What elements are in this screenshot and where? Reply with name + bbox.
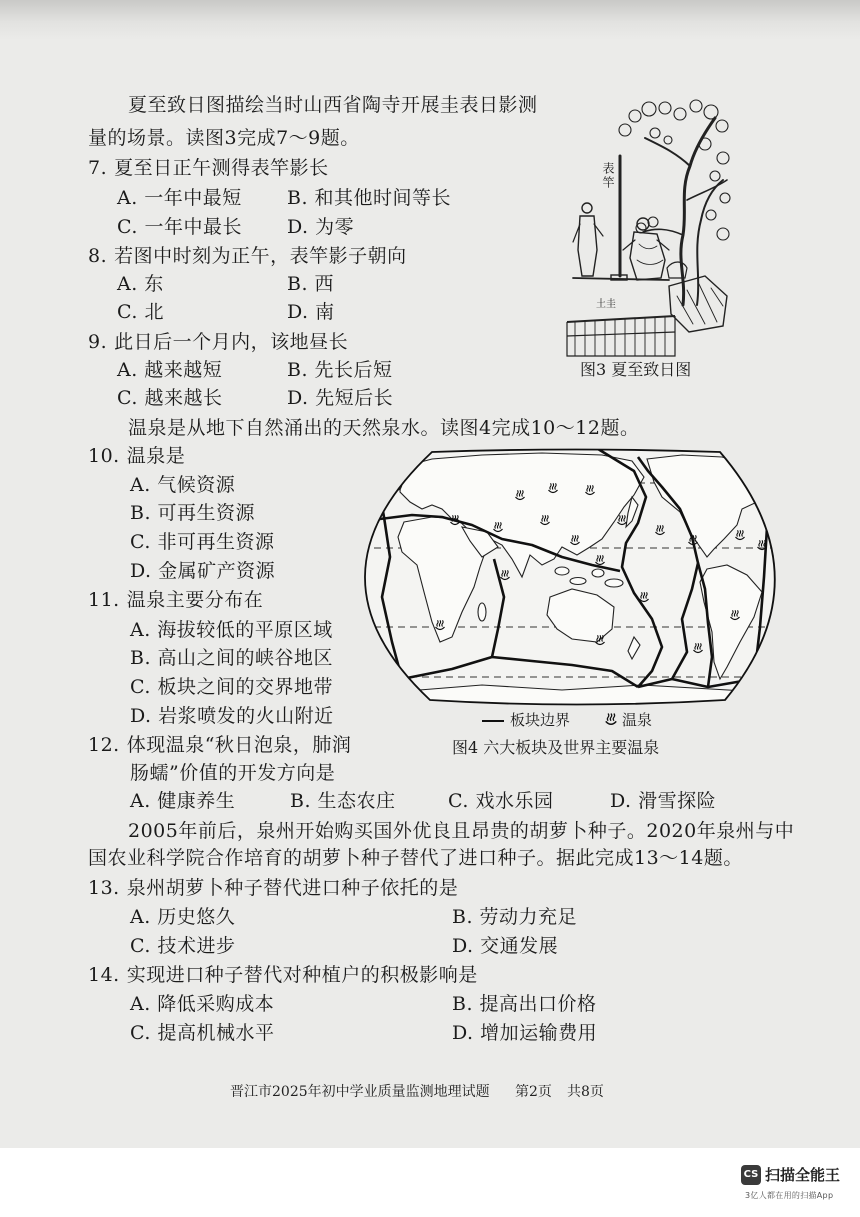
question-8	[88, 245, 407, 267]
footer-title: 晋江市2025年初中学业质量监测地理试题	[230, 1084, 490, 1100]
legend-boundary-line	[482, 720, 504, 722]
question-9-option-b: B. 先长后短	[287, 359, 393, 381]
question-14-option-d: D. 增加运输费用	[452, 1022, 598, 1044]
question-number: 12.	[88, 734, 120, 756]
intro-fig3-line-2: 量的场景。读图3完成7～9题。	[88, 127, 360, 149]
question-7-option-c: C. 一年中最长	[117, 216, 242, 238]
question-7-option-d: D. 为零	[287, 216, 355, 238]
greenland	[754, 451, 774, 477]
figure-4-world-map	[362, 447, 777, 709]
question-13-option-a: A. 历史悠久	[130, 906, 236, 928]
question-11	[88, 589, 263, 611]
question-14-option-b: B. 提高出口价格	[452, 993, 597, 1015]
question-12-option-d: D. 滑雪探险	[610, 790, 717, 812]
question-10-option-c: C. 非可再生资源	[130, 531, 275, 553]
scanner-app-name: 扫描全能王	[765, 1166, 841, 1184]
question-9-option-c: C. 越来越长	[117, 387, 223, 409]
question-9-option-a: A. 越来越短	[117, 359, 223, 381]
question-13	[88, 877, 458, 899]
question-11-option-b: B. 高山之间的峡谷地区	[130, 647, 334, 669]
question-10-option-b: B. 可再生资源	[130, 502, 256, 524]
label-gui: 土圭	[596, 299, 616, 310]
question-8-option-b: B. 西	[287, 273, 335, 295]
question-stem: 泉州胡萝卜种子替代进口种子依托的是	[126, 877, 459, 899]
question-12-stem-continued: 肠蠕”价值的开发方向是	[130, 762, 336, 784]
label-gnomon-pole: 表竿	[601, 162, 615, 190]
question-stem: 实现进口种子替代对种植户的积极影响是	[126, 964, 478, 986]
question-stem: 体现温泉“秋日泡泉，肺润	[126, 734, 352, 756]
question-14-option-a: A. 降低采购成本	[130, 993, 275, 1015]
question-12-option-b: B. 生态农庄	[290, 790, 396, 812]
question-7	[88, 157, 329, 179]
question-11-option-a: A. 海拔较低的平原区域	[130, 619, 333, 641]
question-number: 7.	[88, 157, 108, 179]
question-10-option-d: D. 金属矿产资源	[130, 560, 276, 582]
question-stem: 温泉主要分布在	[126, 589, 264, 611]
figure-3-caption: 图3 夏至致日图	[580, 360, 692, 379]
figure-4-caption: 图4 六大板块及世界主要温泉	[452, 738, 660, 757]
question-13-option-b: B. 劳动力充足	[452, 906, 578, 928]
intro-seed-line-2: 国农业科学院合作培育的胡萝卜种子替代了进口种子。据此完成13～14题。	[88, 847, 743, 869]
question-number: 11.	[88, 589, 120, 611]
intro-fig3-line-1: 夏至致日图描绘当时山西省陶寺开展圭表日影测	[128, 94, 538, 116]
legend-boundary-label: 板块边界	[510, 711, 571, 729]
intro-fig4-line: 温泉是从地下自然涌出的天然泉水。读图4完成10～12题。	[128, 417, 640, 439]
question-13-option-c: C. 技术进步	[130, 935, 236, 957]
question-9-option-d: D. 先短后长	[287, 387, 394, 409]
footer-total-pages: 共8页	[567, 1084, 604, 1100]
roof	[567, 316, 675, 356]
question-11-option-d: D. 岩浆喷发的火山附近	[130, 705, 334, 727]
question-stem: 若图中时刻为正午，表竿影子朝向	[114, 245, 407, 267]
madagascar	[478, 603, 486, 621]
question-stem: 夏至日正午测得表竿影长	[114, 157, 329, 179]
britain	[394, 476, 402, 490]
legend-spring-label: 温泉	[622, 711, 653, 729]
footer-page-number: 第2页	[515, 1084, 552, 1100]
scanner-tagline: 3亿人都在用的扫描App	[745, 1191, 834, 1200]
question-number: 14.	[88, 964, 120, 986]
intro-seed-line-1: 2005年前后，泉州开始购买国外优良且昂贵的胡萝卜种子。2020年泉州与中	[128, 820, 795, 842]
question-12-option-a: A. 健康养生	[130, 790, 236, 812]
scanner-logo: CS	[741, 1165, 761, 1185]
figure-3-illustration	[565, 100, 730, 358]
question-number: 8.	[88, 245, 108, 267]
question-7-option-b: B. 和其他时间等长	[287, 187, 452, 209]
question-7-option-a: A. 一年中最短	[117, 187, 242, 209]
question-stem: 温泉是	[126, 445, 186, 467]
question-12	[88, 734, 351, 756]
question-number: 10.	[88, 445, 120, 467]
question-10-option-a: A. 气候资源	[130, 474, 236, 496]
question-9	[88, 331, 348, 353]
question-number: 13.	[88, 877, 120, 899]
question-14-option-c: C. 提高机械水平	[130, 1022, 275, 1044]
question-stem: 此日后一个月内，该地昼长	[114, 331, 349, 353]
question-10	[88, 445, 185, 467]
question-12-option-c: C. 戏水乐园	[448, 790, 554, 812]
question-8-option-c: C. 北	[117, 301, 164, 323]
question-number: 9.	[88, 331, 108, 353]
hot-spring-icon	[604, 712, 618, 726]
question-13-option-d: D. 交通发展	[452, 935, 559, 957]
question-8-option-d: D. 南	[287, 301, 335, 323]
question-11-option-c: C. 板块之间的交界地带	[130, 676, 333, 698]
question-8-option-a: A. 东	[117, 273, 164, 295]
question-14	[88, 964, 478, 986]
